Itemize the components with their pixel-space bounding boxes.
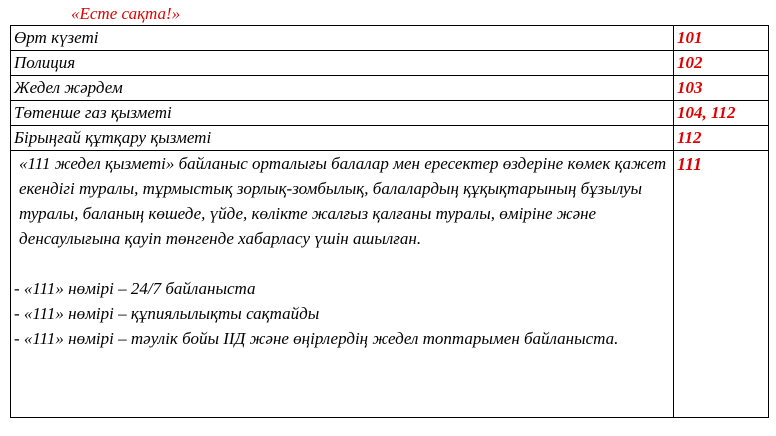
info-description: «111 жедел қызметі» байланыс орталығы балалар мен ересектер өздеріне көмек қажет екендігі туралы, тұрмыстық зорлық-зомбылық, балалардың құқықтарының бұзылуы туралы, баланың көшеде, үйде, көлікте жалғыз қалғаны туралы, өміріне және денсаулығына қауіп төнгенде хабарласу үшін ашылған.: [19, 154, 667, 248]
table-row: [11, 76, 769, 101]
service-name: Бірыңғай құтқару қызметі: [11, 126, 674, 151]
service-number: 102: [674, 51, 769, 76]
info-bullet: - «111» нөмірі – 24/7 байланыста: [14, 279, 256, 298]
service-number: 112: [674, 126, 769, 151]
page-title: «Есте сақта!»: [71, 4, 181, 23]
table-row: [11, 126, 769, 151]
service-name: Төтенше газ қызметі: [11, 101, 674, 126]
service-number: 101: [674, 26, 769, 51]
service-name: Полиция: [11, 51, 674, 76]
service-name: Жедел жәрдем: [11, 76, 674, 101]
service-number: 104, 112: [674, 101, 769, 126]
table-row-info: [11, 151, 769, 418]
info-description-cell: [11, 151, 674, 418]
emergency-numbers-table: [10, 25, 769, 418]
table-row: [11, 51, 769, 76]
table-row: [11, 26, 769, 51]
info-bullet: - «111» нөмірі – құпиялылықты сақтайды: [14, 304, 320, 323]
service-name: Өрт күзеті: [11, 26, 674, 51]
info-bullet: - «111» нөмірі – тәулік бойы ІІД және өңірлердің жедел топтарымен байланыста.: [14, 329, 619, 348]
info-number: 111: [674, 151, 769, 418]
service-number: 103: [674, 76, 769, 101]
table-row: [11, 101, 769, 126]
